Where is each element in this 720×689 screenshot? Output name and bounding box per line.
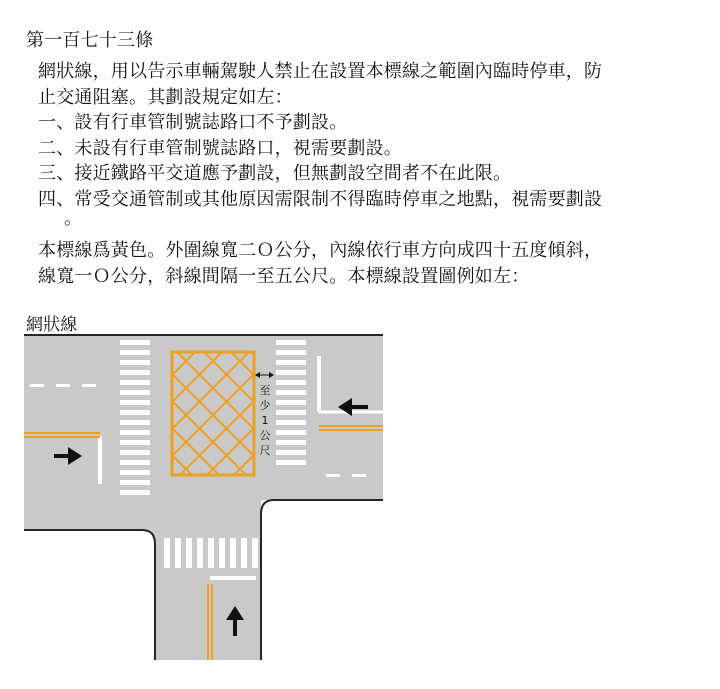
crosswalk-stripe xyxy=(120,360,150,365)
crosswalk-stripe xyxy=(120,350,150,355)
crosswalk-stripe xyxy=(164,538,170,568)
paragraph2-line2: 線寬一Ｏ公分，斜線間隔一至五公尺。本標線設置圖例如左： xyxy=(38,266,530,287)
crosswalk-stripe xyxy=(276,420,306,425)
crosswalk-stripe xyxy=(175,538,181,568)
crosswalk-stripe xyxy=(276,450,306,455)
figure-label: 網狀線 xyxy=(26,315,78,335)
crosswalk-stripe xyxy=(276,430,306,435)
crosswalk-stripe xyxy=(120,470,150,475)
list-item-4-tail: 。 xyxy=(64,208,83,229)
dimension-char-3: 1 xyxy=(261,414,269,427)
crosswalk-stripe xyxy=(276,410,306,415)
paragraph2-line1: 本標線爲黃色。外圍線寬二Ｏ公分，內線依行車方向成四十五度傾斜， xyxy=(38,240,603,261)
intersection-figure xyxy=(24,334,384,668)
crosswalk-stripe xyxy=(120,340,150,345)
lane-dash xyxy=(82,384,96,387)
lane-dash xyxy=(326,474,340,477)
right-curb xyxy=(261,500,383,660)
crosswalk-stripe xyxy=(276,380,306,385)
road-surface xyxy=(24,334,383,660)
list-item-1: 一、設有行車管制號誌路口不予劃設。 xyxy=(38,112,348,133)
crosswalk-stripe xyxy=(186,538,192,568)
crosswalk-stripe xyxy=(276,370,306,375)
lane-dash xyxy=(352,474,366,477)
crosswalk-stripe xyxy=(120,370,150,375)
left-curb xyxy=(24,530,155,660)
paragraph1-line2: 止交通阻塞。其劃設規定如左： xyxy=(38,87,293,108)
crosswalk-stripe xyxy=(120,430,150,435)
dimension-char-5: 尺 xyxy=(259,444,271,457)
crosswalk-stripe xyxy=(276,340,306,345)
crosswalk-bottom xyxy=(164,538,258,568)
list-item-2: 二、未設有行車管制號誌路口，視需要劃設。 xyxy=(38,138,402,159)
crosswalk-stripe xyxy=(276,350,306,355)
dimension-char-2: 少 xyxy=(259,399,271,412)
crosswalk-stripe xyxy=(276,440,306,445)
crosswalk-stripe xyxy=(276,460,306,465)
crosswalk-stripe xyxy=(120,410,150,415)
dimension-char-1: 至 xyxy=(259,384,271,397)
crosswalk-stripe xyxy=(197,538,203,568)
crosswalk-stripe xyxy=(276,360,306,365)
crosswalk-stripe xyxy=(120,440,150,445)
crosswalk-stripe xyxy=(120,480,150,485)
crosswalk-stripe xyxy=(120,490,150,495)
list-item-4: 四、常受交通管制或其他原因需限制不得臨時停車之地點，視需要劃設 xyxy=(38,189,603,210)
crosswalk-stripe xyxy=(120,420,150,425)
crosswalk-stripe xyxy=(120,460,150,465)
crosswalk-stripe xyxy=(276,400,306,405)
lane-dash xyxy=(30,384,44,387)
article-heading: 第一百七十三條 xyxy=(26,30,154,51)
paragraph1-line1: 網狀線，用以告示車輛駕駛人禁止在設置本標線之範圍內臨時停車，防 xyxy=(38,61,603,82)
list-item-3: 三、接近鐵路平交道應予劃設，但無劃設空間者不在此限。 xyxy=(38,163,512,184)
intersection-diagram xyxy=(24,334,384,664)
crosswalk-stripe xyxy=(276,390,306,395)
crosswalk-stripe xyxy=(230,538,236,568)
crosswalk-stripe xyxy=(120,380,150,385)
crosswalk-stripe xyxy=(241,538,247,568)
crosswalk-stripe xyxy=(120,450,150,455)
dimension-char-4: 公 xyxy=(259,429,271,442)
crosswalk-stripe xyxy=(219,538,225,568)
crosswalk-stripe xyxy=(208,538,214,568)
crosswalk-stripe xyxy=(120,390,150,395)
lane-dash xyxy=(56,384,70,387)
crosswalk-stripe xyxy=(252,538,258,568)
crosswalk-stripe xyxy=(120,400,150,405)
